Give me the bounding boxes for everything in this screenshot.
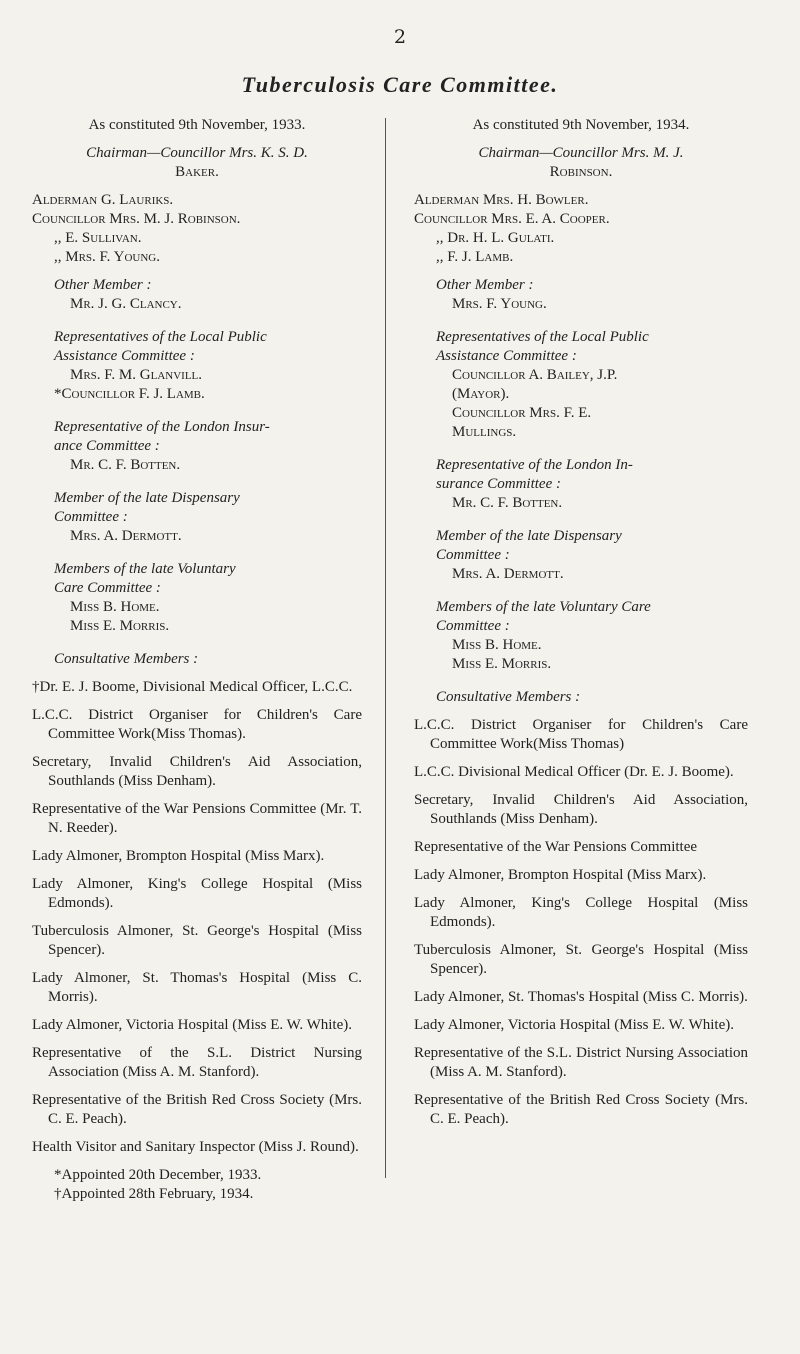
consultative-item: Lady Almoner, King's College Hospital (Miss Edmonds). bbox=[414, 895, 748, 930]
member-line: Mullings. bbox=[452, 424, 517, 440]
member-line: Mrs. F. Young. bbox=[452, 296, 547, 312]
consultative-item: Lady Almoner, Victoria Hospital (Miss E. W. White). bbox=[414, 1017, 734, 1033]
section-heading: Member of the late Dispensary bbox=[54, 490, 240, 506]
member-line: Mrs. A. Dermott. bbox=[452, 566, 564, 582]
committee-1933-column bbox=[32, 116, 362, 1204]
section-heading: Other Member : bbox=[436, 277, 534, 293]
section-heading: Assistance Committee : bbox=[54, 348, 195, 364]
consultative-item: L.C.C. District Organiser for Children's Care Committee Work(Miss Thomas). bbox=[32, 707, 362, 742]
committee-1934-column bbox=[414, 116, 748, 1129]
chairman-line-cont: Robinson. bbox=[549, 164, 613, 180]
consultative-item: Tuberculosis Almoner, St. George's Hospital (Miss Spencer). bbox=[32, 923, 362, 958]
member-line: Mr. C. F. Botten. bbox=[452, 495, 563, 511]
member-line: *Councillor F. J. Lamb. bbox=[54, 386, 205, 402]
section-heading: ance Committee : bbox=[54, 438, 160, 454]
section-heading: Representatives of the Local Public bbox=[436, 329, 649, 345]
consultative-item: Lady Almoner, Victoria Hospital (Miss E. W. White). bbox=[32, 1017, 352, 1033]
member-line: Alderman Mrs. H. Bowler. bbox=[414, 192, 589, 208]
member-line: Miss B. Home. bbox=[452, 637, 542, 653]
consultative-item: Tuberculosis Almoner, St. George's Hospital (Miss Spencer). bbox=[414, 942, 748, 977]
section-heading: Consultative Members : bbox=[54, 651, 199, 667]
consultative-item: Lady Almoner, King's College Hospital (Miss Edmonds). bbox=[32, 876, 362, 911]
member-line: Alderman G. Lauriks. bbox=[32, 192, 174, 208]
member-line: Miss B. Home. bbox=[70, 599, 160, 615]
page-number: 2 bbox=[393, 26, 407, 48]
member-line: Mr. C. F. Botten. bbox=[70, 457, 181, 473]
consultative-item: Representative of the War Pensions Committee bbox=[414, 839, 698, 855]
section-heading: Representatives of the Local Public bbox=[54, 329, 267, 345]
section-heading: Committee : bbox=[436, 547, 510, 563]
consultative-item: Representative of the S.L. District Nursing Association (Miss A. M. Stanford). bbox=[32, 1045, 362, 1080]
consultative-item: Representative of the War Pensions Committee (Mr. T. N. Reeder). bbox=[32, 801, 362, 836]
consultative-item: Secretary, Invalid Children's Aid Association, Southlands (Miss Denham). bbox=[414, 792, 748, 827]
consultative-item: L.C.C. District Organiser for Children's Care Committee Work(Miss Thomas) bbox=[414, 717, 748, 752]
consultative-item: Lady Almoner, Brompton Hospital (Miss Marx). bbox=[414, 867, 707, 883]
section-heading: Member of the late Dispensary bbox=[436, 528, 622, 544]
column-divider bbox=[385, 118, 386, 1178]
member-line: Miss E. Morris. bbox=[452, 656, 552, 672]
chairman-line: Chairman—Councillor Mrs. K. S. D. bbox=[86, 145, 308, 161]
consultative-item: Secretary, Invalid Children's Aid Association, Southlands (Miss Denham). bbox=[32, 754, 362, 789]
member-line: Councillor Mrs. F. E. bbox=[452, 405, 592, 421]
footnote: †Appointed 28th February, 1934. bbox=[54, 1186, 254, 1202]
section-heading: Consultative Members : bbox=[436, 689, 581, 705]
chairman-line: Chairman—Councillor Mrs. M. J. bbox=[478, 145, 684, 161]
constituted-date: As constituted 9th November, 1933. bbox=[88, 117, 306, 133]
member-line: Councillor Mrs. M. J. Robinson. bbox=[32, 211, 241, 227]
footnote: *Appointed 20th December, 1933. bbox=[54, 1167, 262, 1183]
consultative-item: Health Visitor and Sanitary Inspector (Miss J. Round). bbox=[32, 1139, 359, 1155]
section-heading: Care Committee : bbox=[54, 580, 161, 596]
member-line: Mr. J. G. Clancy. bbox=[70, 296, 182, 312]
member-line: (Mayor). bbox=[452, 386, 510, 402]
section-heading: Other Member : bbox=[54, 277, 152, 293]
section-heading: Representative of the London In- bbox=[436, 457, 633, 473]
section-heading: Members of the late Voluntary bbox=[54, 561, 236, 577]
member-line: ,, F. J. Lamb. bbox=[436, 249, 514, 265]
consultative-item: †Dr. E. J. Boome, Divisional Medical Officer, L.C.C. bbox=[32, 679, 353, 695]
consultative-item: Representative of the S.L. District Nursing Association (Miss A. M. Stanford). bbox=[414, 1045, 748, 1080]
page-title: Tuberculosis Care Committee. bbox=[241, 72, 559, 97]
section-heading: Committee : bbox=[436, 618, 510, 634]
section-heading: Representative of the London Insur- bbox=[54, 419, 270, 435]
consultative-item: L.C.C. Divisional Medical Officer (Dr. E. J. Boome). bbox=[414, 764, 734, 780]
constituted-date: As constituted 9th November, 1934. bbox=[472, 117, 690, 133]
consultative-item: Representative of the British Red Cross Society (Mrs. C. E. Peach). bbox=[32, 1092, 362, 1127]
section-heading: Committee : bbox=[54, 509, 128, 525]
member-line: Councillor Mrs. E. A. Cooper. bbox=[414, 211, 610, 227]
consultative-item: Representative of the British Red Cross Society (Mrs. C. E. Peach). bbox=[414, 1092, 748, 1127]
member-line: Mrs. A. Dermott. bbox=[70, 528, 182, 544]
member-line: Mrs. F. M. Glanvill. bbox=[70, 367, 203, 383]
consultative-item: Lady Almoner, St. Thomas's Hospital (Miss C. Morris). bbox=[32, 970, 362, 1005]
section-heading: Members of the late Voluntary Care bbox=[436, 599, 651, 615]
consultative-item: Lady Almoner, Brompton Hospital (Miss Marx). bbox=[32, 848, 325, 864]
member-line: ,, Mrs. F. Young. bbox=[54, 249, 160, 265]
section-heading: Assistance Committee : bbox=[436, 348, 577, 364]
member-line: Miss E. Morris. bbox=[70, 618, 170, 634]
member-line: ,, Dr. H. L. Gulati. bbox=[436, 230, 555, 246]
section-heading: surance Committee : bbox=[436, 476, 561, 492]
consultative-item: Lady Almoner, St. Thomas's Hospital (Miss C. Morris). bbox=[414, 989, 748, 1005]
chairman-line-cont: Baker. bbox=[175, 164, 219, 180]
member-line: Councillor A. Bailey, J.P. bbox=[452, 367, 618, 383]
member-line: ,, E. Sullivan. bbox=[54, 230, 142, 246]
